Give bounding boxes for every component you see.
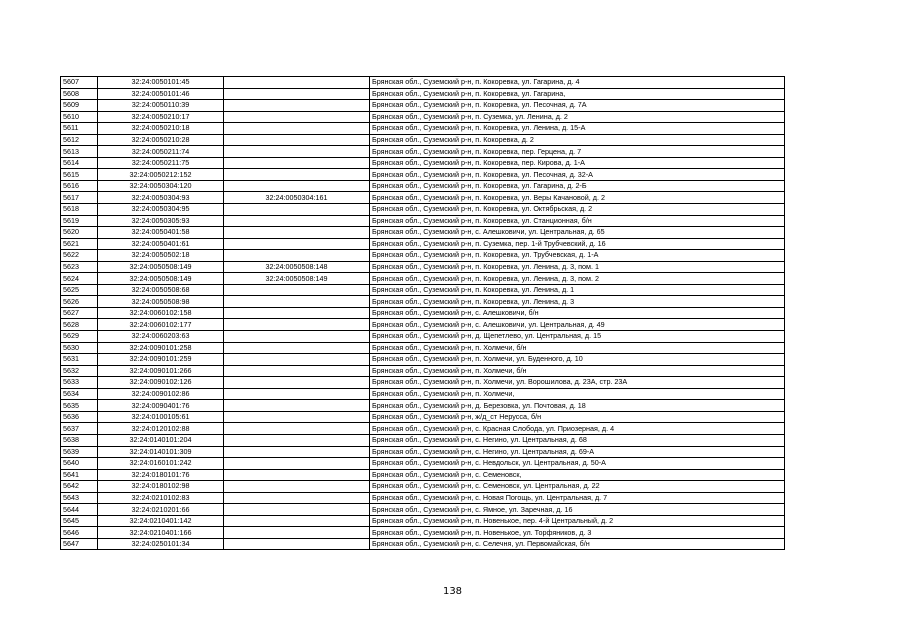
linked-cadastral-number-cell [224,123,370,135]
address-cell: Брянская обл., Суземский р-н, п. Кокоревка, ул. Ленина, д. 3, пом. 2 [370,273,785,285]
table-row [61,273,785,285]
table-row [61,319,785,331]
address-cell: Брянская обл., Суземский р-н, с. Селечня, ул. Первомайская, б/н [370,538,785,550]
linked-cadastral-number-cell [224,469,370,481]
row-number-cell: 5621 [61,238,98,250]
cadastral-number-cell: 32:24:0140101:204 [98,434,224,446]
linked-cadastral-number-cell [224,77,370,89]
table-row [61,134,785,146]
linked-cadastral-number-cell [224,458,370,470]
cadastral-number-cell: 32:24:0050211:74 [98,146,224,158]
cadastral-number-cell: 32:24:0050110:39 [98,100,224,112]
address-cell: Брянская обл., Суземский р-н, п. Суземка, пер. 1-й Трубчевский, д. 16 [370,238,785,250]
linked-cadastral-number-cell [224,169,370,181]
cadastral-number-cell: 32:24:0210102:83 [98,492,224,504]
linked-cadastral-number-cell [224,527,370,539]
table-row [61,180,785,192]
cadastral-number-cell: 32:24:0050508:98 [98,296,224,308]
linked-cadastral-number-cell [224,319,370,331]
table-row [61,192,785,204]
table-row [61,377,785,389]
address-cell: Брянская обл., Суземский р-н, п. Холмечи, б/н [370,365,785,377]
address-cell: Брянская обл., Суземский р-н, с. Семеновск, ул. Центральная, д. 22 [370,481,785,493]
cadastral-number-cell: 32:24:0210401:166 [98,527,224,539]
linked-cadastral-number-cell [224,434,370,446]
row-number-cell: 5640 [61,458,98,470]
linked-cadastral-number-cell [224,504,370,516]
table-row [61,261,785,273]
address-cell: Брянская обл., Суземский р-н, п. Кокоревка, пер. Кирова, д. 1-А [370,157,785,169]
cadastral-number-cell: 32:24:0090101:266 [98,365,224,377]
address-cell: Брянская обл., Суземский р-н, п. Кокоревка, ул. Гагарина, д. 2-Б [370,180,785,192]
linked-cadastral-number-cell [224,180,370,192]
row-number-cell: 5637 [61,423,98,435]
linked-cadastral-number-cell [224,296,370,308]
cadastral-number-cell: 32:24:0050508:149 [98,273,224,285]
row-number-cell: 5645 [61,515,98,527]
row-number-cell: 5647 [61,538,98,550]
address-cell: Брянская обл., Суземский р-н, с. Алешковичи, б/н [370,307,785,319]
row-number-cell: 5615 [61,169,98,181]
address-cell: Брянская обл., Суземский р-н, с. Алешковичи, ул. Центральная, д. 49 [370,319,785,331]
address-cell: Брянская обл., Суземский р-н, д. Щепетлево, ул. Центральная, д. 15 [370,331,785,343]
cadastral-number-cell: 32:24:0160101:242 [98,458,224,470]
table-row [61,157,785,169]
cadastral-number-cell: 32:24:0050401:61 [98,238,224,250]
row-number-cell: 5629 [61,331,98,343]
cadastral-number-cell: 32:24:0090102:86 [98,388,224,400]
address-cell: Брянская обл., Суземский р-н, п. Кокоревка, ул. Веры Качановой, д. 2 [370,192,785,204]
linked-cadastral-number-cell [224,354,370,366]
linked-cadastral-number-cell [224,388,370,400]
address-cell: Брянская обл., Суземский р-н, п. Кокоревка, ул. Песочная, д. 32-А [370,169,785,181]
table-row [61,492,785,504]
address-cell: Брянская обл., Суземский р-н, с. Новая Погощь, ул. Центральная, д. 7 [370,492,785,504]
linked-cadastral-number-cell [224,250,370,262]
row-number-cell: 5613 [61,146,98,158]
cadastral-number-cell: 32:24:0090101:258 [98,342,224,354]
table-row [61,123,785,135]
table-row [61,527,785,539]
cadastral-number-cell: 32:24:0050304:93 [98,192,224,204]
row-number-cell: 5624 [61,273,98,285]
linked-cadastral-number-cell [224,157,370,169]
table-row [61,250,785,262]
address-cell: Брянская обл., Суземский р-н, п. Кокоревка, ул. Ленина, д. 3 [370,296,785,308]
address-cell: Брянская обл., Суземский р-н, д. Березовка, ул. Почтовая, д. 18 [370,400,785,412]
row-number-cell: 5633 [61,377,98,389]
table-row [61,515,785,527]
linked-cadastral-number-cell [224,284,370,296]
table-row [61,100,785,112]
table-row [61,481,785,493]
address-cell: Брянская обл., Суземский р-н, с. Красная Слобода, ул. Приозерная, д. 4 [370,423,785,435]
page-number: 138 [442,586,463,597]
cadastral-number-cell: 32:24:0250101:34 [98,538,224,550]
table-row [61,434,785,446]
table-row [61,354,785,366]
address-cell: Брянская обл., Суземский р-н, п. Кокоревка, ул. Трубчевская, д. 1-А [370,250,785,262]
row-number-cell: 5627 [61,307,98,319]
cadastral-number-cell: 32:24:0100105:61 [98,411,224,423]
linked-cadastral-number-cell [224,365,370,377]
row-number-cell: 5612 [61,134,98,146]
table-row [61,388,785,400]
table-row [61,458,785,470]
address-cell: Брянская обл., Суземский р-н, с. Ямное, ул. Заречная, д. 16 [370,504,785,516]
row-number-cell: 5644 [61,504,98,516]
cadastral-number-cell: 32:24:0090101:259 [98,354,224,366]
table-row [61,111,785,123]
row-number-cell: 5617 [61,192,98,204]
cadastral-number-cell: 32:24:0050101:46 [98,88,224,100]
linked-cadastral-number-cell [224,111,370,123]
table-row [61,400,785,412]
table-row [61,215,785,227]
row-number-cell: 5622 [61,250,98,262]
row-number-cell: 5616 [61,180,98,192]
row-number-cell: 5618 [61,204,98,216]
address-cell: Брянская обл., Суземский р-н, п. Холмечи, ул. Буденного, д. 10 [370,354,785,366]
linked-cadastral-number-cell [224,307,370,319]
cadastral-number-cell: 32:24:0090102:126 [98,377,224,389]
cadastral-number-cell: 32:24:0050101:45 [98,77,224,89]
address-cell: Брянская обл., Суземский р-н, п. Холмечи, [370,388,785,400]
row-number-cell: 5635 [61,400,98,412]
row-number-cell: 5638 [61,434,98,446]
table-row [61,307,785,319]
row-number-cell: 5642 [61,481,98,493]
address-cell: Брянская обл., Суземский р-н, п. Кокоревка, ул. Песочная, д. 7А [370,100,785,112]
table-row [61,88,785,100]
row-number-cell: 5620 [61,227,98,239]
cadastral-number-cell: 32:24:0050212:152 [98,169,224,181]
address-cell: Брянская обл., Суземский р-н, п. Новенькое, ул. Торфяников, д. 3 [370,527,785,539]
table-row [61,342,785,354]
cadastral-number-cell: 32:24:0180102:98 [98,481,224,493]
address-cell: Брянская обл., Суземский р-н, п. Кокоревка, пер. Герцена, д. 7 [370,146,785,158]
cadastral-number-cell: 32:24:0210401:142 [98,515,224,527]
table-row [61,469,785,481]
address-cell: Брянская обл., Суземский р-н, п. Кокоревка, ул. Гагарина, д. 4 [370,77,785,89]
linked-cadastral-number-cell [224,204,370,216]
row-number-cell: 5619 [61,215,98,227]
address-cell: Брянская обл., Суземский р-н, п. Кокоревка, ул. Ленина, д. 1 [370,284,785,296]
row-number-cell: 5607 [61,77,98,89]
address-cell: Брянская обл., Суземский р-н, п. Новенькое, пер. 4-й Центральный, д. 2 [370,515,785,527]
table-row [61,411,785,423]
linked-cadastral-number-cell [224,400,370,412]
cadastral-number-cell: 32:24:0050210:18 [98,123,224,135]
linked-cadastral-number-cell [224,100,370,112]
table-row [61,504,785,516]
address-cell: Брянская обл., Суземский р-н, п. Кокоревка, д. 2 [370,134,785,146]
cadastral-number-cell: 32:24:0180101:76 [98,469,224,481]
cadastral-number-cell: 32:24:0050210:17 [98,111,224,123]
row-number-cell: 5608 [61,88,98,100]
table-row [61,284,785,296]
row-number-cell: 5631 [61,354,98,366]
cadastral-number-cell: 32:24:0050211:75 [98,157,224,169]
address-cell: Брянская обл., Суземский р-н, п. Суземка, ул. Ленина, д. 2 [370,111,785,123]
linked-cadastral-number-cell: 32:24:0050304:161 [224,192,370,204]
cadastral-number-cell: 32:24:0050401:58 [98,227,224,239]
table-row [61,365,785,377]
address-cell: Брянская обл., Суземский р-н, п. Кокоревка, ул. Гагарина, [370,88,785,100]
linked-cadastral-number-cell [224,515,370,527]
cadastral-number-cell: 32:24:0050502:18 [98,250,224,262]
table-row [61,227,785,239]
cadastral-number-cell: 32:24:0050508:149 [98,261,224,273]
linked-cadastral-number-cell [224,146,370,158]
linked-cadastral-number-cell: 32:24:0050508:148 [224,261,370,273]
address-cell: Брянская обл., Суземский р-н, ж/д_ст Нерусса, б/н [370,411,785,423]
address-cell: Брянская обл., Суземский р-н, п. Кокоревка, ул. Октябрьская, д. 2 [370,204,785,216]
table-row [61,331,785,343]
address-cell: Брянская обл., Суземский р-н, п. Холмечи, ул. Ворошилова, д. 23А, стр. 23А [370,377,785,389]
cadastral-number-cell: 32:24:0060203:63 [98,331,224,343]
linked-cadastral-number-cell [224,227,370,239]
linked-cadastral-number-cell [224,331,370,343]
row-number-cell: 5611 [61,123,98,135]
row-number-cell: 5610 [61,111,98,123]
row-number-cell: 5632 [61,365,98,377]
linked-cadastral-number-cell [224,423,370,435]
table-row [61,77,785,89]
row-number-cell: 5630 [61,342,98,354]
linked-cadastral-number-cell [224,481,370,493]
address-cell: Брянская обл., Суземский р-н, п. Кокоревка, ул. Ленина, д. 15-А [370,123,785,135]
linked-cadastral-number-cell [224,492,370,504]
cadastral-number-cell: 32:24:0140101:309 [98,446,224,458]
table-row [61,423,785,435]
cadastral-number-cell: 32:24:0050304:95 [98,204,224,216]
cadastral-number-cell: 32:24:0060102:158 [98,307,224,319]
address-cell: Брянская обл., Суземский р-н, с. Невдольск, ул. Центральная, д. 50-А [370,458,785,470]
row-number-cell: 5636 [61,411,98,423]
cadastral-number-cell: 32:24:0090401:76 [98,400,224,412]
linked-cadastral-number-cell [224,342,370,354]
table-row [61,538,785,550]
row-number-cell: 5643 [61,492,98,504]
table-row [61,146,785,158]
row-number-cell: 5625 [61,284,98,296]
row-number-cell: 5646 [61,527,98,539]
address-cell: Брянская обл., Суземский р-н, п. Кокоревка, ул. Ленина, д. 3, пом. 1 [370,261,785,273]
row-number-cell: 5641 [61,469,98,481]
linked-cadastral-number-cell [224,238,370,250]
cadastral-number-cell: 32:24:0050210:28 [98,134,224,146]
table-row [61,296,785,308]
table-body [61,77,785,550]
address-cell: Брянская обл., Суземский р-н, с. Негино, ул. Центральная, д. 68 [370,434,785,446]
address-cell: Брянская обл., Суземский р-н, п. Кокоревка, ул. Станционная, б/н [370,215,785,227]
linked-cadastral-number-cell [224,538,370,550]
linked-cadastral-number-cell: 32:24:0050508:149 [224,273,370,285]
address-cell: Брянская обл., Суземский р-н, с. Семеновск, [370,469,785,481]
address-cell: Брянская обл., Суземский р-н, с. Алешковичи, ул. Центральная, д. 65 [370,227,785,239]
row-number-cell: 5609 [61,100,98,112]
cadastral-number-cell: 32:24:0120102:88 [98,423,224,435]
row-number-cell: 5639 [61,446,98,458]
cadastral-number-cell: 32:24:0050508:68 [98,284,224,296]
row-number-cell: 5623 [61,261,98,273]
linked-cadastral-number-cell [224,446,370,458]
property-registry-table [60,76,785,550]
linked-cadastral-number-cell [224,215,370,227]
row-number-cell: 5614 [61,157,98,169]
cadastral-number-cell: 32:24:0210201:66 [98,504,224,516]
linked-cadastral-number-cell [224,411,370,423]
linked-cadastral-number-cell [224,134,370,146]
row-number-cell: 5628 [61,319,98,331]
cadastral-number-cell: 32:24:0050305:93 [98,215,224,227]
row-number-cell: 5634 [61,388,98,400]
cadastral-number-cell: 32:24:0050304:120 [98,180,224,192]
table-row [61,238,785,250]
linked-cadastral-number-cell [224,88,370,100]
table-row [61,204,785,216]
cadastral-number-cell: 32:24:0060102:177 [98,319,224,331]
table-row [61,169,785,181]
linked-cadastral-number-cell [224,377,370,389]
table-row [61,446,785,458]
address-cell: Брянская обл., Суземский р-н, п. Холмечи, б/н [370,342,785,354]
address-cell: Брянская обл., Суземский р-н, с. Негино, ул. Центральная, д. 69-А [370,446,785,458]
row-number-cell: 5626 [61,296,98,308]
